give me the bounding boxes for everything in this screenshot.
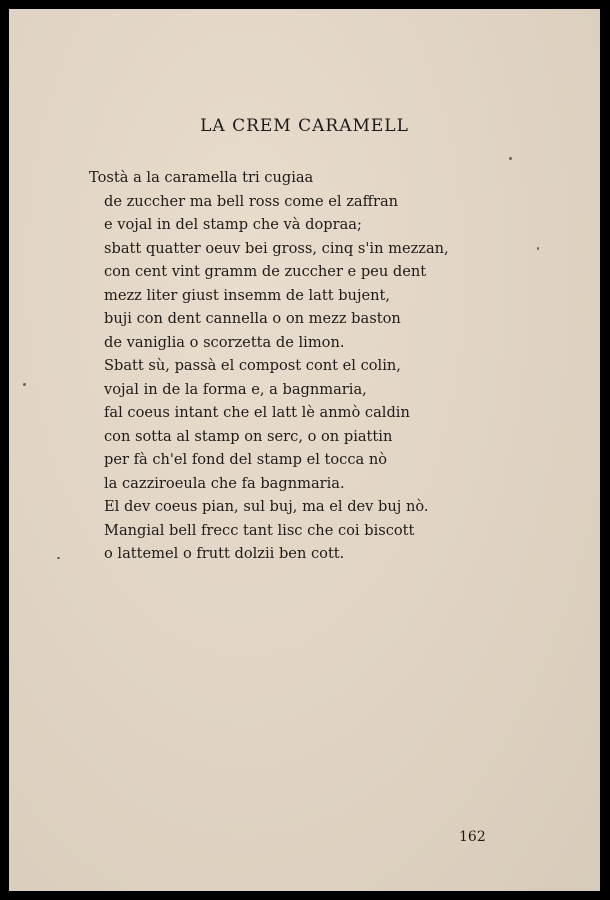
poem-body [89,166,569,566]
poem-line: de zuccher ma bell ross come el zaffran [104,192,399,210]
poem-line: con cent vint gramm de zuccher e peu dent [104,263,427,280]
poem-line: El dev coeus pian, sul buj, ma el dev buj nò. [104,498,429,515]
paper-speck [23,383,26,386]
poem-line: e vojal in del stamp che và dopraa; [104,216,362,233]
poem-line: mezz liter giust insemm de latt bujent, [104,286,391,304]
paper-speck [57,557,60,559]
poem-line: per fà ch'el fond del stamp el tocca nò [104,451,388,468]
poem-line: fal coeus intant che el latt lè anmò caldin [104,404,410,421]
poem-line: con sotta al stamp on serc, o on piattin [104,427,393,445]
paper-speck [537,247,539,250]
paper-speck [509,157,512,160]
book-page [9,9,600,891]
poem-line: o lattemel o frutt dolzii ben cott. [104,545,345,562]
poem-line: la cazziroeula che fa bagnmaria. [104,474,345,492]
poem-line: Mangial bell frecc tant lisc che coi biscott [104,521,415,539]
poem-line: buji con dent cannella o on mezz baston [104,310,401,327]
poem-line: de vaniglia o scorzetta de limon. [104,333,345,351]
poem-line: sbatt quatter oeuv bei gross, cinq s'in mezzan, [104,239,449,257]
poem-line: Sbatt sù, passà el compost cont el colin, [104,357,401,374]
poem-line: vojal in de la forma e, a bagnmaria, [104,380,367,398]
poem-title: LA CREM CARAMELL [200,116,409,136]
poem-line: Tostà a la caramella tri cugiaa [89,169,314,186]
page-number: 162 [459,829,486,845]
